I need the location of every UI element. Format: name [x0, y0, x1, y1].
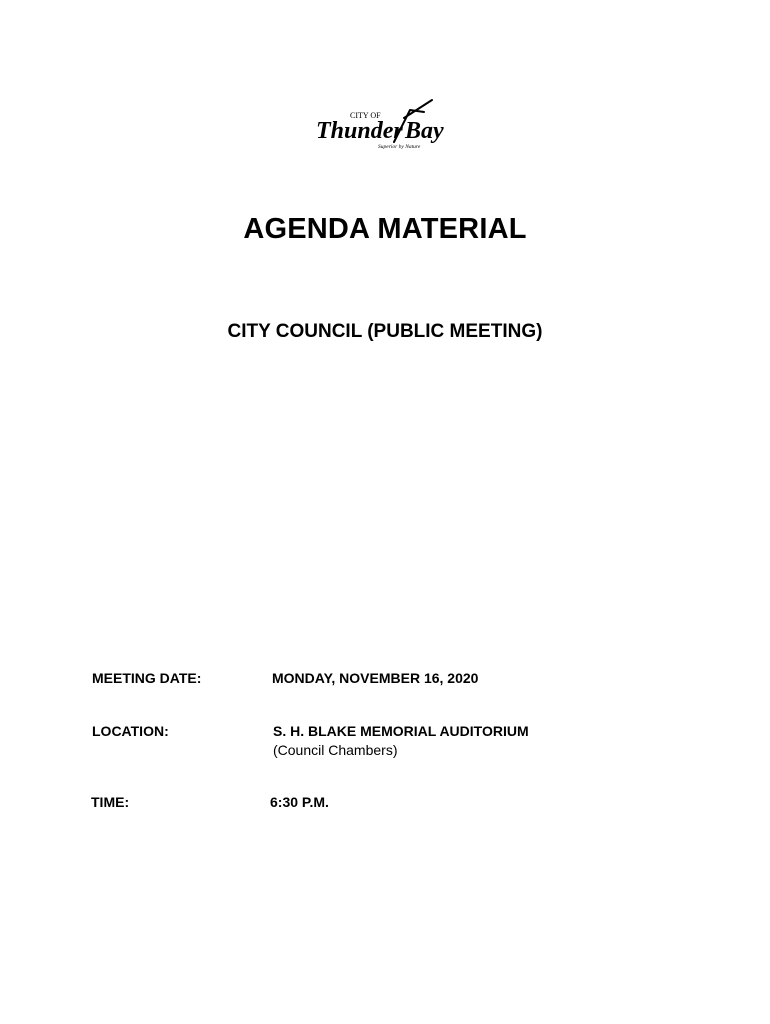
logo-city-of-text: CITY OF	[350, 111, 381, 120]
logo-bay-text: Bay	[405, 118, 444, 144]
location-value: S. H. BLAKE MEMORIAL AUDITORIUM	[273, 723, 529, 739]
meeting-date-value: MONDAY, NOVEMBER 16, 2020	[272, 670, 479, 686]
time-label: TIME:	[91, 794, 130, 810]
city-of-thunder-bay-logo	[312, 96, 457, 152]
logo-thunder-text: Thunder	[316, 118, 403, 144]
location-note: (Council Chambers)	[273, 742, 398, 758]
location-label: LOCATION:	[92, 723, 169, 739]
time-value: 6:30 P.M.	[270, 794, 329, 810]
meeting-date-label: MEETING DATE:	[92, 670, 202, 686]
logo-tagline-text: Superior by Nature	[378, 144, 421, 150]
document-title: AGENDA MATERIAL	[243, 213, 527, 245]
document-subtitle: CITY COUNCIL (PUBLIC MEETING)	[227, 321, 543, 342]
